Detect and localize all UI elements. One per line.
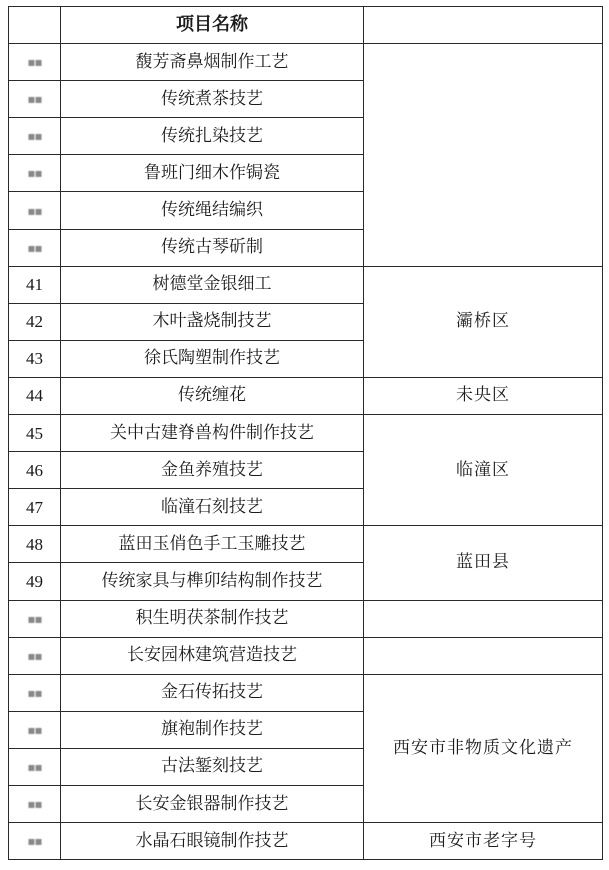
row-number: ▪▪ [9, 44, 61, 81]
region-cell: 灞桥区 [364, 266, 603, 377]
row-number: ▪▪ [9, 81, 61, 118]
table-header-row [9, 7, 603, 44]
table-row [9, 415, 603, 452]
project-name: 旗袍制作技艺 [61, 711, 364, 748]
project-name: 古法錾刻技艺 [61, 748, 364, 785]
project-name: 木叶盏烧制技艺 [61, 303, 364, 340]
project-name: 馥芳斋鼻烟制作工艺 [61, 44, 364, 81]
row-number: ▪▪ [9, 600, 61, 637]
row-number: ▪▪ [9, 192, 61, 229]
row-number: 47 [9, 489, 61, 526]
project-name: 长安园林建筑营造技艺 [61, 637, 364, 674]
region-cell: 未央区 [364, 377, 603, 414]
project-name: 传统家具与榫卯结构制作技艺 [61, 563, 364, 600]
project-name: 长安金银器制作技艺 [61, 785, 364, 822]
region-cell [364, 44, 603, 267]
project-name: 传统扎染技艺 [61, 118, 364, 155]
row-number: 41 [9, 266, 61, 303]
table-row [9, 823, 603, 860]
project-name: 传统煮茶技艺 [61, 81, 364, 118]
project-name: 徐氏陶塑制作技艺 [61, 340, 364, 377]
row-number: ▪▪ [9, 155, 61, 192]
row-number: ▪▪ [9, 785, 61, 822]
project-name: 金石传拓技艺 [61, 674, 364, 711]
table-row [9, 637, 603, 674]
row-number: ▪▪ [9, 748, 61, 785]
row-number: 44 [9, 377, 61, 414]
region-cell: 西安市非物质文化遗产 [364, 674, 603, 822]
project-name: 传统古琴斫制 [61, 229, 364, 266]
project-name: 鲁班门细木作锔瓷 [61, 155, 364, 192]
row-number: 46 [9, 452, 61, 489]
row-number: ▪▪ [9, 637, 61, 674]
row-number: 42 [9, 303, 61, 340]
table-row [9, 266, 603, 303]
region-cell [364, 637, 603, 674]
row-number: ▪▪ [9, 823, 61, 860]
table-row [9, 44, 603, 81]
region-cell [364, 600, 603, 637]
header-number [9, 7, 61, 44]
project-name: 金鱼养殖技艺 [61, 452, 364, 489]
region-cell: 蓝田县 [364, 526, 603, 600]
row-number: ▪▪ [9, 118, 61, 155]
project-name: 传统绳结编织 [61, 192, 364, 229]
header-region [364, 7, 603, 44]
table-row [9, 600, 603, 637]
row-number: ▪▪ [9, 674, 61, 711]
project-name: 水晶石眼镜制作技艺 [61, 823, 364, 860]
project-name: 蓝田玉俏色手工玉雕技艺 [61, 526, 364, 563]
project-name: 关中古建脊兽构件制作技艺 [61, 415, 364, 452]
table-row [9, 526, 603, 563]
row-number: 43 [9, 340, 61, 377]
project-name: 临潼石刻技艺 [61, 489, 364, 526]
region-cell: 西安市老字号 [364, 823, 603, 860]
heritage-project-table [8, 6, 603, 860]
row-number: 45 [9, 415, 61, 452]
row-number: ▪▪ [9, 229, 61, 266]
row-number: ▪▪ [9, 711, 61, 748]
header-project-name: 项目名称 [61, 7, 364, 44]
row-number: 48 [9, 526, 61, 563]
row-number: 49 [9, 563, 61, 600]
region-cell: 临潼区 [364, 415, 603, 526]
table-row [9, 674, 603, 711]
project-name: 传统缠花 [61, 377, 364, 414]
table-row [9, 377, 603, 414]
project-name: 积生明茯茶制作技艺 [61, 600, 364, 637]
project-name: 树德堂金银细工 [61, 266, 364, 303]
